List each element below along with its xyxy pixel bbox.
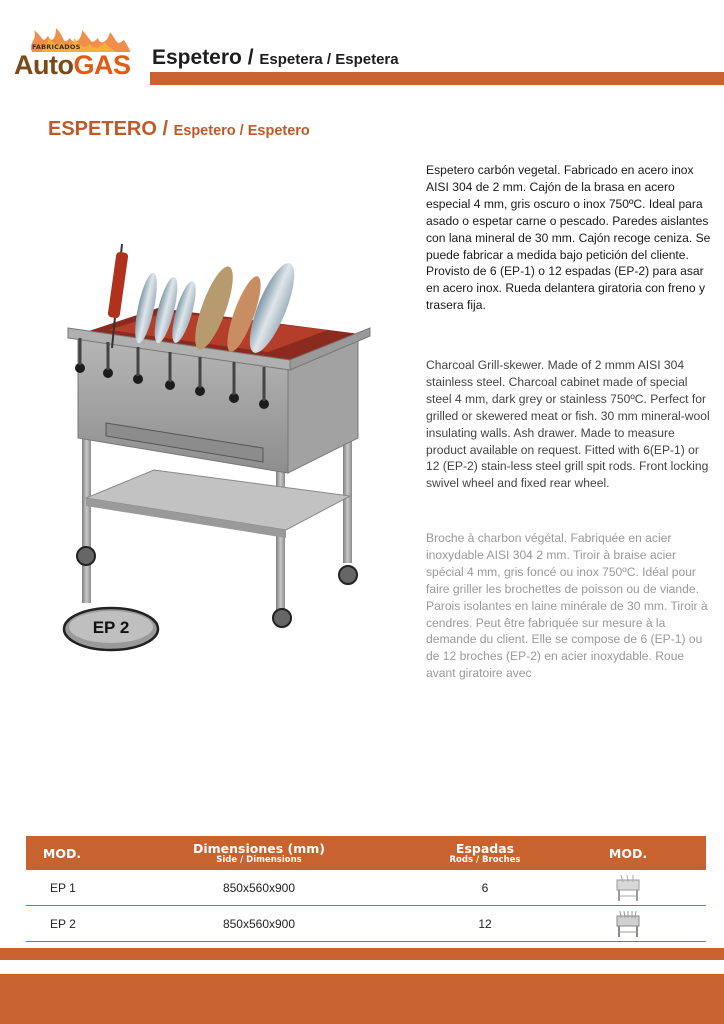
grill-thumbnail-icon	[615, 910, 641, 938]
cell-thumbnail	[550, 910, 706, 938]
models-table	[26, 836, 706, 942]
table-row	[26, 906, 706, 942]
cell-espadas: 12	[478, 916, 492, 931]
description-fr: Broche à charbon végétal. Fabriquée en acier inoxydable AISI 304 2 mm. Tiroir à braise acier spécial 4 mm, gris foncé ou inox 750ºC. Idéal pour faire griller les brochettes de poisson ou de viande. Parois isolantes en laine minérale de 30 mm. Tiroir à cendres. Peut être fabriquée sur mesure à la demande du client. Elle se compose de 6 (EP-1) ou de 12 broches (EP-2) en acier inoxydable. Roue avant giratoire avec	[426, 531, 708, 681]
cell-dimensions: 850x560x900	[222, 880, 296, 895]
grill-thumbnail-icon	[615, 874, 641, 902]
product-illustration	[58, 238, 378, 638]
table-header	[26, 836, 706, 870]
footer-bar	[0, 948, 724, 960]
page-title: Espetero / Espetera / Espetera	[152, 46, 399, 69]
company-logo	[12, 24, 142, 84]
footer-band	[0, 974, 724, 1024]
description-es: Espetero carbón vegetal. Fabricado en acero inox AISI 304 de 2 mm. Cajón de la brasa en acero especial 4 mm, gris oscuro o inox 750ºC. Ideal para asado o espetar carne o pescado. Paredes aislantes con lana mineral de 30 mm. Cajón recoge ceniza. Se puede fabricar a medida bajo petición del cliente. Provisto de 6 (EP-1) o 12 espadas (EP-2) para asar en acero inox. Rueda delantera giratoria con freno y trasera fija.	[426, 163, 711, 313]
header-mod-image: MOD.	[608, 845, 648, 861]
logo-tagline: FABRICADOS	[32, 43, 81, 51]
model-badge-label: EP 2	[92, 618, 130, 637]
header-mod: MOD.	[42, 845, 82, 861]
header-bar	[150, 72, 724, 85]
cell-mod: EP 1	[50, 880, 76, 895]
table-row	[26, 870, 706, 906]
description-en: Charcoal Grill-skewer. Made of 2 mmm AISI 304 stainless steel. Charcoal cabinet made of special steel 4 mm, dark grey or stainless 750ºC. Perfect for grilled or skewered meat or fish. 30 mm mineral-wool insulating walls. Ash drawer. Made to measure product available on request. Fitted with 6(EP-1) or 12 (EP-2) stain-less steel grill spit rods. Front locking swivel wheel and fixed rear wheel.	[426, 358, 710, 491]
cell-dimensions: 850x560x900	[222, 916, 296, 931]
header-dimensions: Dimensiones (mm) Side / Dimensions	[192, 840, 326, 865]
section-title: ESPETERO / Espetero / Espetero	[48, 118, 310, 140]
cell-mod: EP 2	[50, 916, 76, 931]
logo-wordmark: AutoGAS	[14, 50, 131, 80]
cell-thumbnail	[550, 874, 706, 902]
model-badge	[62, 606, 160, 652]
cell-espadas: 6	[481, 880, 489, 895]
header-espadas: Espadas Rods / Broches	[449, 840, 521, 865]
